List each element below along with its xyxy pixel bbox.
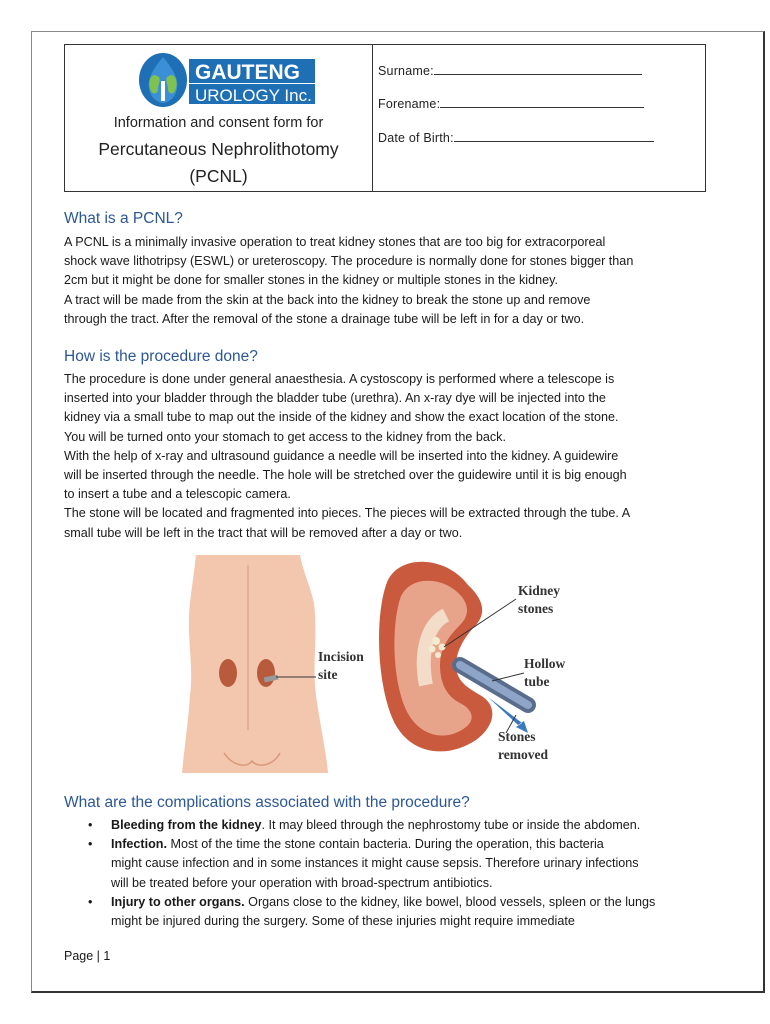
pcnl-illustration <box>176 555 566 773</box>
header-table <box>64 44 706 192</box>
list-item-line: . It may bleed through the nephrostomy tube or inside the abdomen. <box>261 818 641 832</box>
list-item <box>84 816 710 835</box>
dob-label: Date of Birth: <box>378 131 454 145</box>
kidney-stones-label-line2: stones <box>518 601 554 616</box>
forename-line[interactable] <box>440 96 644 108</box>
list-item <box>84 893 710 931</box>
section-what-heading: What is a PCNL? <box>64 210 183 227</box>
list-item-line: might cause infection and in some instances it might cause sepsis. Therefore urinary infections <box>111 856 639 871</box>
incision-label-line2: site <box>318 667 338 682</box>
form-title-line3: (PCNL) <box>189 166 248 186</box>
incision-label-line1: Incision <box>318 649 364 664</box>
text-line: 2cm but it might be done for smaller stones in the kidney or multiple stones in the kidney. <box>64 273 558 288</box>
list-item-text <box>111 893 710 912</box>
text-line: to insert a tube and a telescopic camera. <box>64 487 291 502</box>
list-item <box>84 835 710 893</box>
text-line: kidney via a small tube to map out the inside of the kidney and show the exact location of the stone. <box>64 410 619 425</box>
section-how-body <box>64 370 710 543</box>
kidney-cross-section <box>379 562 528 752</box>
kidney-right-icon <box>257 659 275 687</box>
text-line: You will be turned onto your stomach to get access to the kidney from the back. <box>64 429 506 444</box>
stones-removed-label-line1: Stones <box>498 729 536 744</box>
gauteng-urology-logo <box>137 51 317 109</box>
forename-label: Forename: <box>378 97 441 111</box>
kidney-left-icon <box>219 659 237 687</box>
bullet: • <box>88 894 93 909</box>
forename-field[interactable] <box>378 96 644 111</box>
torso-figure <box>182 555 328 773</box>
section-complications-heading: What are the complications associated with the procedure? <box>64 794 470 811</box>
text-line: inserted into your bladder through the bladder tube (urethra). An x-ray dye will be injected into the <box>64 391 606 406</box>
logo-line2: UROLOGY Inc. <box>195 86 312 105</box>
hollow-tube-label-line2: tube <box>524 674 550 689</box>
dob-line[interactable] <box>454 130 654 142</box>
logo-line1: GAUTENG <box>195 61 300 84</box>
list-item-term: Injury to other organs. <box>111 894 245 909</box>
list-item-line: Most of the time the stone contain bacteria. During the operation, this bacteria <box>166 837 604 852</box>
form-title-line2: Percutaneous Nephrolithotomy <box>98 139 339 159</box>
section-how-heading: How is the procedure done? <box>64 348 258 365</box>
surname-field[interactable] <box>378 63 642 78</box>
page-number: Page | 1 <box>64 949 111 963</box>
text-line: A PCNL is a minimally invasive operation to treat kidney stones that are too big for extracorporeal <box>64 235 606 249</box>
header-divider <box>372 45 373 191</box>
list-item-line: Organs close to the kidney, like bowel, blood vessels, spleen or the lungs <box>244 894 656 909</box>
text-line: through the tract. After the removal of the stone a drainage tube will be left in for a day or two. <box>64 311 585 326</box>
text-line: shock wave lithotripsy (ESWL) or ureteroscopy. The procedure is normally done for stones bigger than <box>64 254 634 269</box>
list-item-term: Infection. <box>111 837 167 852</box>
text-line: will be inserted through the needle. The hole will be stretched over the guidewire until it is big enough <box>64 468 627 483</box>
form-title-line1: Information and consent form for <box>113 115 324 131</box>
complications-list <box>84 816 710 931</box>
text-line: A tract will be made from the skin at the back into the kidney to break the stone up and remove <box>64 292 591 307</box>
list-item-term: Bleeding from the kidney <box>111 818 262 832</box>
list-item-line: will be treated before your operation with broad-spectrum antibiotics. <box>111 875 493 890</box>
kidney-stones-label-line1: Kidney <box>518 583 561 598</box>
hollow-tube-label-line1: Hollow <box>524 656 566 671</box>
bullet: • <box>88 837 93 852</box>
list-item-line: might be injured during the surgery. Some of these injuries might require immediate <box>111 914 575 929</box>
text-line: The stone will be located and fragmented into pieces. The pieces will be extracted through the tube. A <box>64 506 631 521</box>
stones-removed-label-line2: removed <box>498 747 548 762</box>
section-what-body <box>64 233 710 329</box>
surname-line[interactable] <box>434 63 642 75</box>
bullet: • <box>88 818 93 832</box>
text-line: With the help of x-ray and ultrasound guidance a needle will be inserted into the kidney. A guidewire <box>64 448 619 463</box>
text-line: small tube will be left in the tract that will be removed after a day or two. <box>64 525 463 540</box>
list-item-text <box>111 818 640 832</box>
text-line: The procedure is done under general anaesthesia. A cystoscopy is performed where a telescope is <box>64 372 615 386</box>
dob-field[interactable] <box>378 130 654 145</box>
surname-label: Surname: <box>378 64 434 78</box>
list-item-text <box>111 835 710 854</box>
